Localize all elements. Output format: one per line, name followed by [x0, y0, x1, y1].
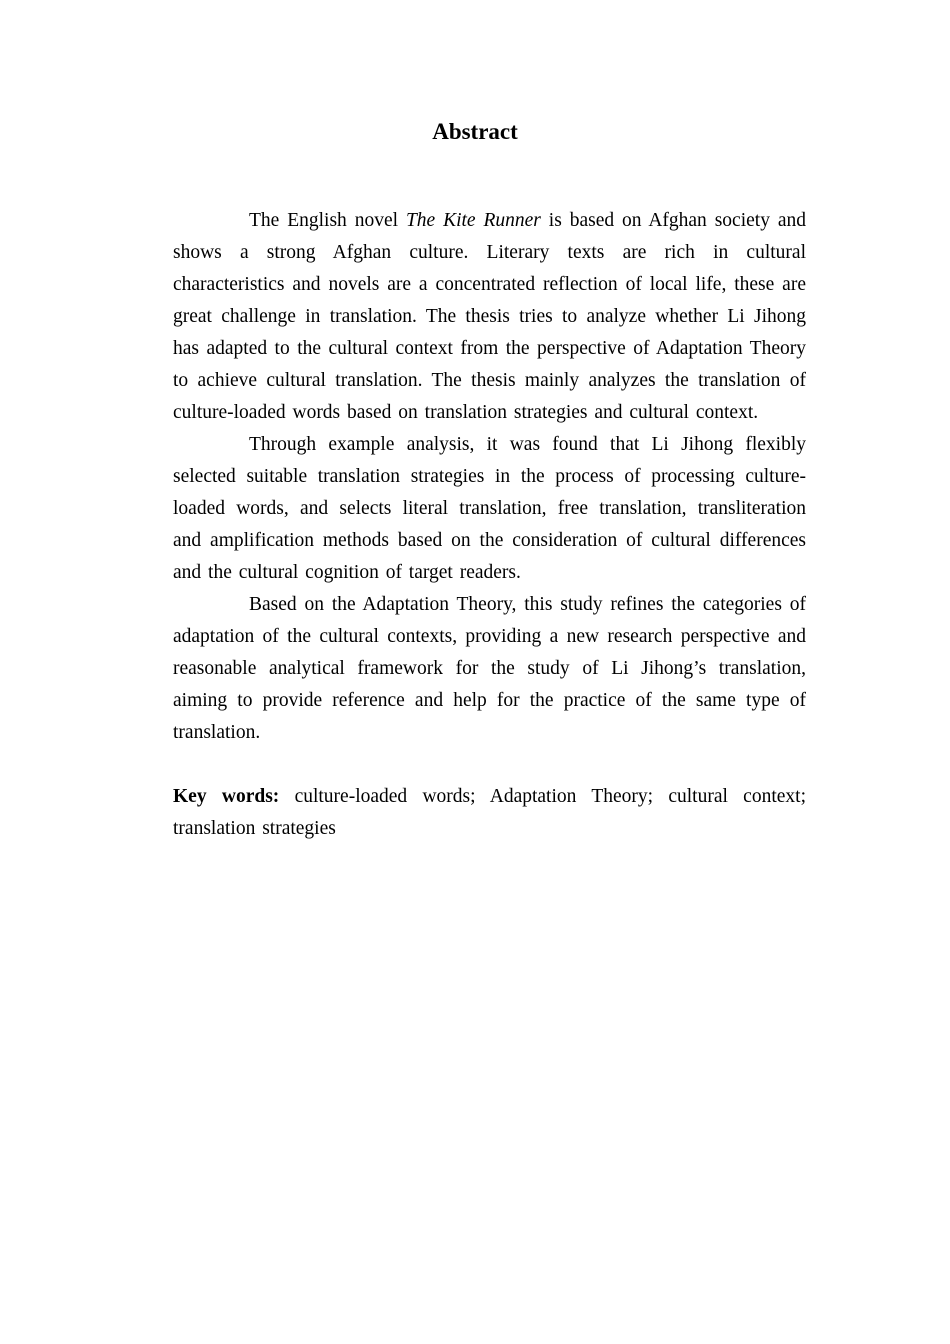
paragraph-1-text-before: The English novel: [249, 210, 406, 231]
abstract-paragraph-2: Through example analysis, it was found that Li Jihong flexibly selected suitable translation strategies in the process of processing culture-loaded words, and selects literal translation, free translation, transliteration and amplification methods based on the consideration of cultural differences and the cultural cognition of target readers.: [173, 434, 806, 583]
keywords-label: Key words:: [173, 786, 280, 807]
abstract-body: [173, 205, 806, 845]
keywords-line: [173, 781, 806, 845]
abstract-paragraph-3: Based on the Adaptation Theory, this study refines the categories of adaptation of the cultural contexts, providing a new research perspective and reasonable analytical framework for the study of Li Jihong’s translation, aiming to provide reference and help for the practice of the same type of translation.: [173, 594, 806, 743]
novel-title: The Kite Runner: [405, 210, 541, 231]
abstract-paragraph-1: [173, 205, 806, 429]
paragraph-1-text-after: is based on Afghan society and shows a strong Afghan culture. Literary texts are rich in cultural characteristics and novels are a concentrated reflection of local life, these are great challenge in translation. The thesis tries to analyze whether Li Jihong has adapted to the cultural context from the perspective of Adaptation Theory to achieve cultural translation. The thesis mainly analyzes the translation of culture-loaded words based on translation strategies and cultural context.: [173, 210, 806, 423]
abstract-heading: Abstract: [432, 119, 518, 144]
keywords-text: culture-loaded words; Adaptation Theory; cultural context; translation strategies: [173, 786, 806, 839]
